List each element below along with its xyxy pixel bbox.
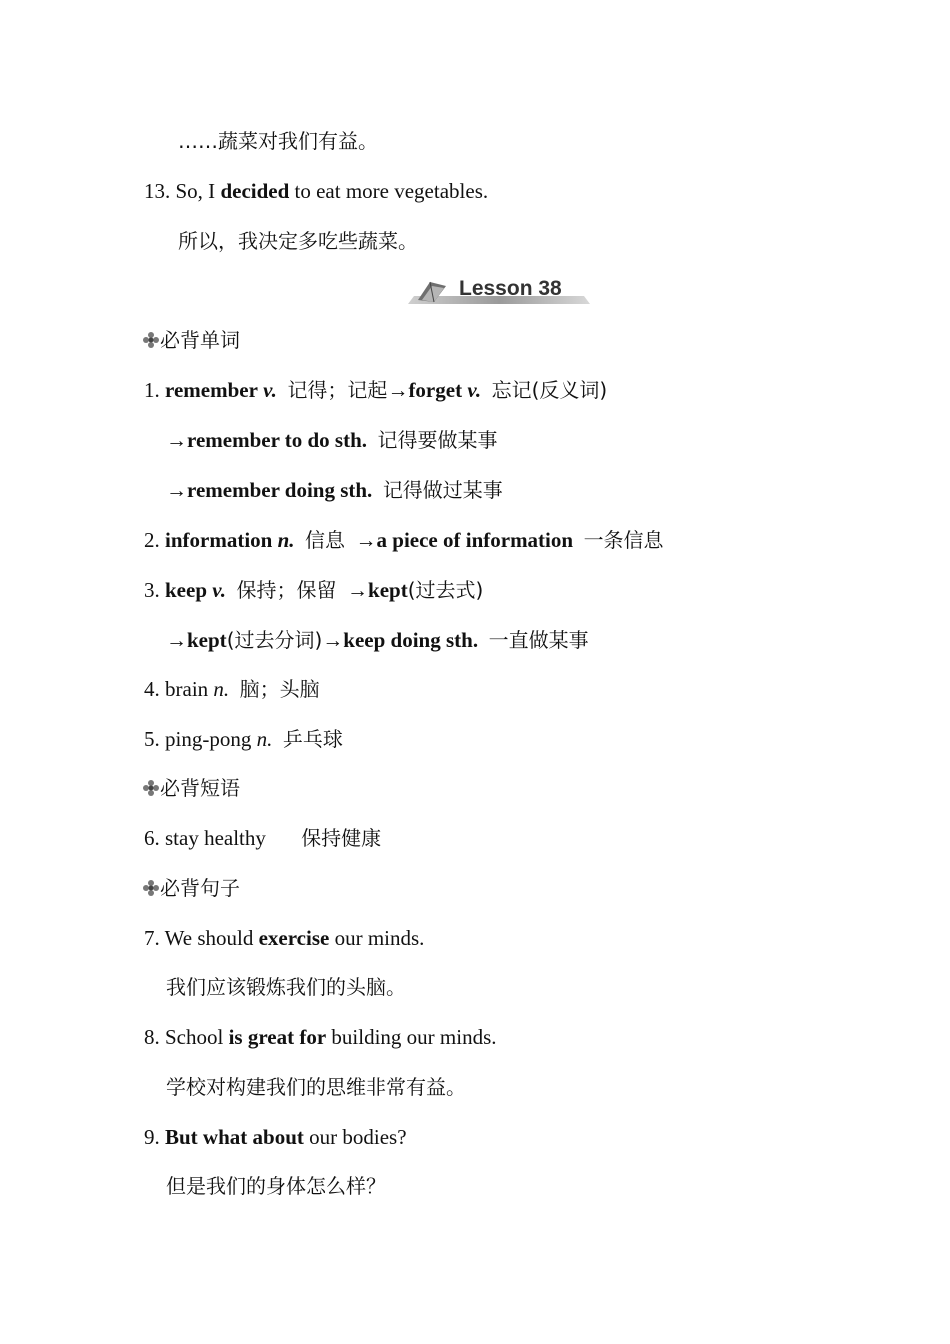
sentence-8-post: building our minds. <box>326 1025 497 1049</box>
word-5-pos: n. <box>256 727 273 751</box>
word-1-related-note: (反义词) <box>531 378 608 402</box>
word-4-meaning: 脑；头脑 <box>239 677 320 701</box>
word-3-phrase: keep doing sth. <box>343 628 479 652</box>
word-5-line <box>144 725 343 753</box>
word-3-meaning: 保持；保留 <box>236 578 337 602</box>
sentence-9 <box>144 1123 407 1151</box>
word-1-word: remember <box>165 378 258 402</box>
flower-icon <box>142 879 160 897</box>
word-1-meaning: 记得；记起 <box>287 378 388 402</box>
word-1-number: 1. <box>144 378 165 402</box>
sentence-7-keyword: exercise <box>258 926 330 950</box>
item-13-translation: 所以，我决定多吃些蔬菜。 <box>178 229 418 253</box>
sentence-7 <box>144 924 424 952</box>
intro-cn-line: ……蔬菜对我们有益。 <box>178 129 378 153</box>
section-heading-phrases-text: 必背短语 <box>160 776 240 800</box>
phrase-6-cn: 保持健康 <box>301 826 382 850</box>
word-3-pos: v. <box>212 578 227 602</box>
sentence-9-post: our bodies? <box>303 1125 407 1149</box>
word-1-related-pos: v. <box>467 378 482 402</box>
item-13-sentence <box>144 177 488 205</box>
sentence-8-keyword: is great for <box>228 1025 327 1049</box>
word-1-sub-1 <box>166 426 498 454</box>
word-3-phrase-meaning: 一直做某事 <box>488 628 589 652</box>
word-1-arrow: → <box>387 378 409 402</box>
sentence-7-pre: 7. We should <box>144 926 259 950</box>
word-1-sub-2-cn: 记得做过某事 <box>382 478 503 502</box>
flower-icon <box>142 331 160 349</box>
word-3-past-participle-note: (过去分词) <box>226 628 323 652</box>
word-1-related-word: forget <box>408 378 463 402</box>
sentence-7-post: our minds. <box>329 926 425 950</box>
word-2-phrase: →a piece of information <box>355 528 574 552</box>
item-13-keyword: decided <box>220 179 290 203</box>
item-13-prefix: 13. So, I <box>144 179 221 203</box>
section-heading-sentences <box>142 874 240 902</box>
section-heading-words <box>142 326 240 354</box>
sentence-9-pre: 9. <box>144 1125 165 1149</box>
section-heading-phrases <box>142 774 240 802</box>
word-3-past: kept <box>368 578 408 602</box>
lesson-title: Lesson 38 <box>459 277 562 300</box>
word-1-sub-2 <box>166 476 503 504</box>
word-3-past-participle: kept <box>187 628 227 652</box>
word-5-meaning: 乒乓球 <box>282 727 343 751</box>
sentence-8 <box>144 1023 497 1051</box>
word-3-sub-arrow: → <box>166 628 187 652</box>
word-2-line <box>144 526 664 554</box>
sentence-7-translation: 我们应该锻炼我们的头脑。 <box>166 975 406 999</box>
word-1-sub-1-en: →remember to do sth. <box>166 428 368 452</box>
lesson-banner <box>404 274 590 306</box>
sentence-8-translation: 学校对构建我们的思维非常有益。 <box>166 1075 466 1099</box>
word-2-meaning: 信息 <box>305 528 346 552</box>
flower-icon <box>142 779 160 797</box>
word-3-word: keep <box>165 578 207 602</box>
word-2-number: 2. <box>144 528 165 552</box>
section-heading-sentences-text: 必背句子 <box>160 876 240 900</box>
section-heading-words-text: 必背单词 <box>160 328 240 352</box>
phrase-6-en: 6. stay healthy <box>144 826 266 850</box>
word-3-arrow: → <box>347 578 369 602</box>
word-2-word: information <box>165 528 273 552</box>
word-4-word: 4. brain <box>144 677 214 701</box>
item-13-rest: to eat more vegetables. <box>289 179 489 203</box>
word-4-pos: n. <box>213 677 230 701</box>
phrase-6-line <box>144 824 381 852</box>
word-5-word: 5. ping-pong <box>144 727 257 751</box>
word-3-sub <box>166 626 589 654</box>
word-1-related-meaning: 忘记 <box>491 378 532 402</box>
sentence-9-translation: 但是我们的身体怎么样？ <box>166 1174 386 1198</box>
word-4-line <box>144 675 320 703</box>
word-3-line <box>144 576 483 604</box>
word-2-pos: n. <box>277 528 295 552</box>
word-3-number: 3. <box>144 578 165 602</box>
sentence-8-pre: 8. School <box>144 1025 229 1049</box>
word-1-line <box>144 376 607 404</box>
word-1-sub-2-en: →remember doing sth. <box>166 478 373 502</box>
sentence-9-keyword: But what about <box>165 1125 304 1149</box>
word-2-phrase-meaning: 一条信息 <box>583 528 664 552</box>
word-3-past-note: (过去式) <box>407 578 484 602</box>
word-1-pos: v. <box>263 378 277 402</box>
word-3-sub-arrow-2: → <box>322 628 344 652</box>
word-1-sub-1-cn: 记得要做某事 <box>377 428 498 452</box>
